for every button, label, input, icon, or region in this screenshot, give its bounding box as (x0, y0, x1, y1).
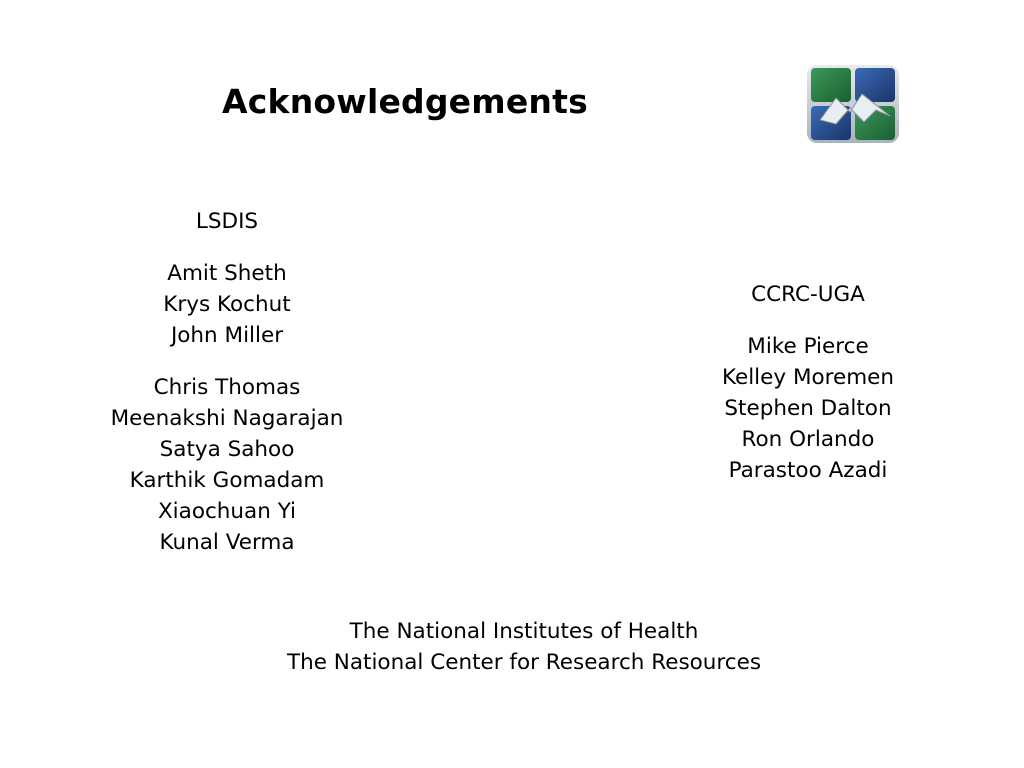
lsdis-heading: LSDIS (195, 209, 259, 234)
list-item: Mike Pierce (747, 334, 869, 359)
list-item: Amit Sheth (167, 261, 287, 286)
funding-line-ncrr: The National Center for Research Resources (286, 650, 762, 675)
lsdis-column (60, 206, 394, 579)
list-item: Kelley Moremen (721, 365, 895, 390)
ccrc-column (640, 279, 976, 507)
list-item: Meenakshi Nagarajan (110, 406, 344, 431)
lsdis-students-list (60, 372, 394, 558)
slide-title: Acknowledgements (222, 82, 588, 121)
ccrc-heading: CCRC-UGA (751, 282, 865, 307)
lsdis-faculty-list (60, 258, 394, 351)
list-item: Kunal Verma (159, 530, 295, 555)
ccrc-members-list (640, 331, 976, 486)
list-item: Stephen Dalton (724, 396, 892, 421)
funding-line-nih: The National Institutes of Health (349, 619, 699, 644)
lsdis-logo-icon (806, 64, 900, 144)
list-item: Karthik Gomadam (129, 468, 325, 493)
list-item: Xiaochuan Yi (157, 499, 297, 524)
funding-footer (0, 616, 1024, 678)
list-item: Parastoo Azadi (728, 458, 888, 483)
list-item: Chris Thomas (153, 375, 301, 400)
list-item: Krys Kochut (163, 292, 291, 317)
list-item: Ron Orlando (741, 427, 875, 452)
list-item: Satya Sahoo (159, 437, 295, 462)
list-item: John Miller (170, 323, 284, 348)
